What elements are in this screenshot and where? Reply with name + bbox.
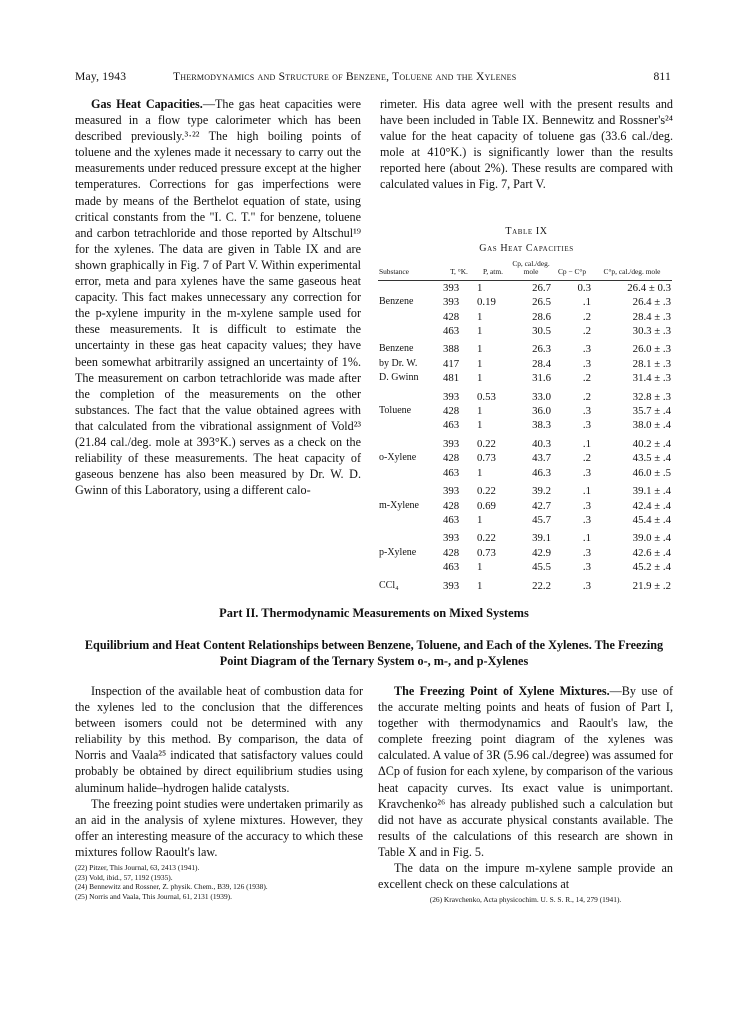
substance-cell xyxy=(378,527,442,545)
section-heading: Gas Heat Capacities. xyxy=(91,97,203,111)
table-cell: 39.1 xyxy=(532,532,551,545)
table-cell: .3 xyxy=(582,419,591,432)
table-cell: 428 xyxy=(443,452,460,465)
table-cell: 26.5 xyxy=(532,296,551,309)
substance-cell: Toluene xyxy=(379,405,412,417)
paragraph-text: The freezing point studies were undertaken primarily as an aid in the analysis of xylene mixtures. However, they offer an interesting measure of the accuracy to which these mixtures follow Raoult's law. xyxy=(75,796,363,859)
table-cell: 42.6 ± .4 xyxy=(632,546,671,559)
substance-cell: by Dr. W. xyxy=(379,357,418,369)
footnote: (22) Pitzer, This Journal, 63, 2413 (1941). xyxy=(75,863,200,873)
header-date: May, 1943 xyxy=(75,70,127,83)
footnote: (23) Vold, ibid., 57, 1192 (1935). xyxy=(75,872,173,882)
table-cell: 1 xyxy=(477,561,483,574)
table-row xyxy=(378,466,672,480)
table-cell: 21.9 ± .2 xyxy=(632,579,671,592)
table-cell: 0.22 xyxy=(477,485,496,498)
column-header: P, atm. xyxy=(476,258,510,280)
table-cell: 28.4 ± .3 xyxy=(632,310,671,323)
table-row xyxy=(378,357,672,371)
footnotes xyxy=(378,895,673,905)
substance-cell xyxy=(378,280,442,295)
table-caption: Table IX xyxy=(505,226,548,237)
table-cell: 1 xyxy=(477,310,483,323)
column-left-top xyxy=(75,96,361,498)
table-cell: .3 xyxy=(582,405,591,418)
table-cell: 0.22 xyxy=(477,437,496,450)
table-title: Gas Heat Capacities xyxy=(479,243,574,254)
paragraph-text: The data on the impure m-xylene sample provide an excellent check on these calculations at xyxy=(378,861,673,892)
table-cell: 33.0 xyxy=(532,390,551,403)
table-row xyxy=(378,386,672,404)
table-cell: 42.4 ± .4 xyxy=(632,499,671,512)
table-cell: 393 xyxy=(443,296,460,309)
table-cell: 40.2 ± .4 xyxy=(632,437,671,450)
footnote: (26) Kravchenko, Acta physicochim. U. S. S. R., 14, 279 (1941). xyxy=(429,895,622,905)
table-cell: 1 xyxy=(477,357,483,370)
table-cell: 30.3 ± .3 xyxy=(632,325,671,338)
substance-cell xyxy=(378,324,442,338)
footnotes xyxy=(75,863,363,901)
paragraph-text: rimeter. His data agree well with the present results and have been included in Table IX. Bennewitz and Rossner's²⁴ value for the heat capacity of toluene gas (33.6 cal./deg. mole at 410°K.) is significantly lower than the results reported here (about 2%). These results are compared with calculated values in Fig. 7, Part V. xyxy=(380,97,673,192)
table-row xyxy=(378,527,672,545)
table-row xyxy=(378,480,672,498)
substance-cell: D. Gwinn xyxy=(379,372,419,384)
table-cell: 388 xyxy=(443,343,460,356)
table-row xyxy=(378,310,672,324)
table-cell: 43.5 ± .4 xyxy=(632,452,671,465)
table-cell: 393 xyxy=(443,579,460,592)
table-cell: 39.1 ± .4 xyxy=(632,485,671,498)
column-header: Cp − C°p xyxy=(552,258,592,280)
footnote: (25) Norris and Vaala, This Journal, 61, 2131 (1939). xyxy=(75,891,232,901)
column-header: T, °K. xyxy=(442,258,476,280)
table-cell: 32.8 ± .3 xyxy=(632,390,671,403)
table-cell: 428 xyxy=(443,405,460,418)
gas-heat-paragraph xyxy=(75,96,361,498)
table-cell: 393 xyxy=(443,532,460,545)
table-cell: .2 xyxy=(582,372,591,385)
gas-heat-capacities-table xyxy=(378,258,672,593)
table-cell: 30.5 xyxy=(532,325,551,338)
table-cell: 0.73 xyxy=(477,546,496,559)
table-row xyxy=(378,418,672,432)
table-cell: 26.7 xyxy=(532,281,551,294)
paragraph-text: —The gas heat capacities were measured in a flow type calorimeter which has been described previously.³·²² The high boiling points of toluene and the xylenes made it necessary to carry out the measurements under reduced pressure except at the higher temperatures. Corrections for gas imperfections were made by means of the Berthelot equation of state, using critical constants from the "I. C. T." for benzene, toluene and carbon tetrachloride and those reported by Altschul¹⁹ for the xylenes. The data are given in Table IX and are shown graphically in Fig. 7 of Part V. Within experimental error, meta and para xylenes have the same gaseous heat capacity. This fact makes unnecessary any correction for the p-xylene impurity in the m-xylene sample used for these measurements. It is difficult to estimate the uncertainty in these gas heat capacity values; they have been somewhat arbitrarily assigned an uncertainty of 1%. The measurement on carbon tetrachloride was made after the completion of the measurements on the other substances. The fact that the value obtained agrees with that calculated from the vibrational assignment of Vold²³ (21.84 cal./deg. mole at 393°K.) serves as a check on the reliability of these measurements. The heat capacity of gaseous benzene has also been measured by Dr. W. D. Gwinn of this Laboratory, using a different calo- xyxy=(75,97,361,498)
table-cell: 417 xyxy=(443,357,460,370)
table-row xyxy=(378,513,672,527)
table-row xyxy=(378,338,672,356)
table-cell: 28.4 xyxy=(532,357,551,370)
table-cell: 428 xyxy=(443,546,460,559)
table-cell: 1 xyxy=(477,405,483,418)
table-cell: 463 xyxy=(443,513,460,526)
table-cell: .1 xyxy=(582,437,591,450)
table-row xyxy=(378,280,672,295)
table-cell: 46.0 ± .5 xyxy=(632,466,671,479)
table-cell: 26.3 xyxy=(532,343,551,356)
table-cell: 393 xyxy=(443,485,460,498)
table-cell: 31.6 xyxy=(532,372,551,385)
substance-cell: CCl₄ xyxy=(379,579,399,591)
substance-cell: o-Xylene xyxy=(379,452,417,464)
table-cell: .3 xyxy=(582,579,591,592)
table-cell: 393 xyxy=(443,390,460,403)
table-cell: 31.4 ± .3 xyxy=(632,372,671,385)
table-cell: 1 xyxy=(477,325,483,338)
table-cell: 428 xyxy=(443,499,460,512)
table-cell: 1 xyxy=(477,513,483,526)
header-title: Thermodynamics and Structure of Benzene, Toluene and the Xylenes xyxy=(173,70,517,83)
substance-cell xyxy=(378,480,442,498)
table-cell: 46.3 xyxy=(532,466,551,479)
table-cell: 1 xyxy=(477,281,483,294)
table-cell: 428 xyxy=(443,310,460,323)
table-cell: 1 xyxy=(477,466,483,479)
part-heading: Part II. Thermodynamic Measurements on Mixed Systems xyxy=(219,606,529,620)
column-header: Substance xyxy=(378,258,442,280)
section-heading: The Freezing Point of Xylene Mixtures. xyxy=(394,684,610,698)
table-row xyxy=(378,371,672,385)
substance-cell: Benzene xyxy=(379,343,414,355)
substance-cell: m-Xylene xyxy=(379,499,419,511)
table-cell: 39.2 xyxy=(532,485,551,498)
table-cell: 45.7 xyxy=(532,513,551,526)
table-cell: .3 xyxy=(582,561,591,574)
table-cell: 0.53 xyxy=(477,390,496,403)
table-cell: 463 xyxy=(443,466,460,479)
table-cell: 0.22 xyxy=(477,532,496,545)
table-cell: 1 xyxy=(477,419,483,432)
table-cell: 393 xyxy=(443,281,460,294)
freezing-point-paragraph xyxy=(378,683,673,860)
table-cell: 26.4 ± 0.3 xyxy=(627,281,671,294)
table-cell: .3 xyxy=(582,343,591,356)
substance-cell xyxy=(378,418,442,432)
table-cell: 38.0 ± .4 xyxy=(632,419,671,432)
substance-cell xyxy=(378,466,442,480)
table-cell: .3 xyxy=(582,546,591,559)
table-row xyxy=(378,451,672,465)
table-cell: .1 xyxy=(582,532,591,545)
table-cell: 1 xyxy=(477,343,483,356)
table-cell: 28.6 xyxy=(532,310,551,323)
substance-cell: p-Xylene xyxy=(379,546,417,558)
table-cell: 1 xyxy=(477,372,483,385)
section-title: Equilibrium and Heat Content Relationships between Benzene, Toluene, and Each of the Xylenes. The Freezing Point Diagram of the Ternary System o-, m-, and p-Xylenes xyxy=(84,638,664,668)
table-cell: 39.0 ± .4 xyxy=(632,532,671,545)
table-cell: .2 xyxy=(582,452,591,465)
substance-cell xyxy=(378,513,442,527)
table-cell: 0.19 xyxy=(477,296,496,309)
column-header: Cp, cal./deg. mole xyxy=(510,258,552,280)
table-cell: 0.69 xyxy=(477,499,496,512)
substance-cell xyxy=(378,386,442,404)
table-cell: 22.2 xyxy=(532,579,551,592)
table-cell: 45.5 xyxy=(532,561,551,574)
table-cell: .2 xyxy=(582,390,591,403)
table-cell: 35.7 ± .4 xyxy=(632,405,671,418)
table-cell: .1 xyxy=(582,485,591,498)
table-cell: 42.7 xyxy=(532,499,551,512)
table-cell: 463 xyxy=(443,419,460,432)
table-cell: .3 xyxy=(582,466,591,479)
table-cell: .1 xyxy=(582,296,591,309)
table-cell: 481 xyxy=(443,372,460,385)
table-cell: 45.2 ± .4 xyxy=(632,561,671,574)
table-cell: 36.0 xyxy=(532,405,551,418)
column-header: C°p, cal./deg. mole xyxy=(592,258,672,280)
table-row xyxy=(378,295,672,309)
table-cell: 1 xyxy=(477,579,483,592)
substance-cell: Benzene xyxy=(379,296,414,308)
column-left-bottom xyxy=(75,683,363,901)
table-cell: 393 xyxy=(443,437,460,450)
running-header xyxy=(75,70,671,86)
paragraph-text: Inspection of the available heat of combustion data for the xylenes led to the conclusion that the differences between isomers could not be determined with any reliability by this method. By comparison, the data of Norris and Vaala²⁵ indicated that satisfactory values could probably be obtained by direct equilibrium studies using aluminum halide–hydrogen halide catalysts. xyxy=(75,684,363,795)
table-cell: 40.3 xyxy=(532,437,551,450)
table-cell: 38.3 xyxy=(532,419,551,432)
table-cell: .2 xyxy=(582,310,591,323)
table-cell: 45.4 ± .4 xyxy=(632,513,671,526)
table-cell: 463 xyxy=(443,325,460,338)
table-cell: .3 xyxy=(582,357,591,370)
table-row xyxy=(378,433,672,451)
table-header-row xyxy=(378,258,672,280)
column-right-top xyxy=(380,96,673,193)
table-cell: .3 xyxy=(582,499,591,512)
table-cell: 43.7 xyxy=(532,452,551,465)
table-cell: .3 xyxy=(582,513,591,526)
footnote: (24) Bennewitz and Rossner, Z. physik. Chem., B39, 126 (1938). xyxy=(75,882,268,892)
table-cell: .2 xyxy=(582,325,591,338)
page-number: 811 xyxy=(653,70,671,83)
table-row xyxy=(378,324,672,338)
table-cell: 26.0 ± .3 xyxy=(632,343,671,356)
table-cell: 0.73 xyxy=(477,452,496,465)
substance-cell xyxy=(378,560,442,574)
table-row xyxy=(378,404,672,418)
table-row xyxy=(378,499,672,513)
table-cell: 0.3 xyxy=(577,281,591,294)
table-cell: 26.4 ± .3 xyxy=(632,296,671,309)
table-row xyxy=(378,560,672,574)
paragraph-text: —By use of the accurate melting points and heats of fusion of Part I, together with thermodynamics and Raoult's law, the complete freezing point diagram of the xylenes was calculated. A value of 3R (5.96 cal./degree) was assumed for ΔCp of fusion for each xylene, by comparison of the various heat capacity curves. Its exact value is unimportant. Kravchenko²⁶ has already published such a calculation but did not have as accurate physical constants available. The results of the calculations of this research are shown in Table X and in Fig. 5. xyxy=(378,684,673,859)
table-cell: 28.1 ± .3 xyxy=(632,357,671,370)
table-row xyxy=(378,546,672,560)
column-right-bottom xyxy=(378,683,673,905)
substance-cell xyxy=(378,433,442,451)
table-cell: 42.9 xyxy=(532,546,551,559)
substance-cell xyxy=(378,310,442,324)
table-row xyxy=(378,575,672,593)
table-cell: 463 xyxy=(443,561,460,574)
